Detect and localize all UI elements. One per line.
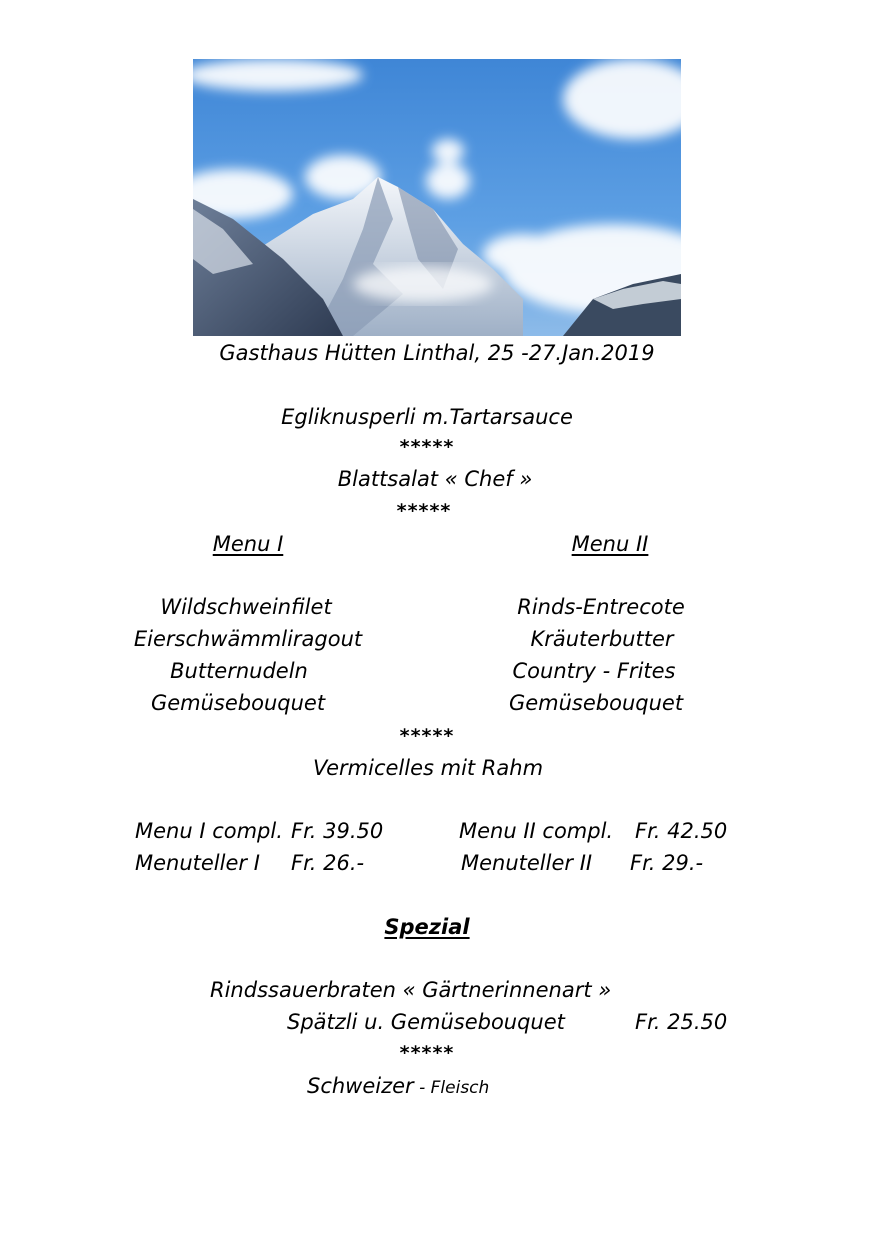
menu-1-compl-price: Fr. 39.50 [291,819,384,843]
menu-1-compl-label: Menu I compl. [135,819,283,843]
menuteller-2-label: Menuteller II [461,851,593,875]
mountain-photo [193,59,681,336]
starter-1: Egliknusperli m.Tartarsauce [281,405,573,429]
meat-origin [307,1076,489,1097]
menu-2-compl-price: Fr. 42.50 [635,819,728,843]
dessert: Vermicelles mit Rahm [312,756,544,780]
special-sides: Spätzli u. Gemüsebouquet [287,1010,565,1034]
separator-4: ***** [399,1042,455,1064]
menu-1-item: Wildschweinfilet [160,595,332,619]
special-dish: Rindssauerbraten « Gärtnerinnenart » [210,978,612,1002]
menu-2-item: Country - Frites [512,659,676,683]
mountain-snow-photo-icon [193,59,681,336]
menuteller-1-price: Fr. 26.- [291,851,365,875]
separator-2: ***** [396,500,452,522]
menu-1-item: Butternudeln [170,659,308,683]
menu-1-heading: Menu I [212,532,284,556]
meat-origin-suffix: - Fleisch [413,1078,490,1098]
page-title: Gasthaus Hütten Linthal, 25 -27.Jan.2019 [219,341,655,365]
menu-2-heading: Menu II [571,532,649,556]
menu-1-item: Gemüsebouquet [150,691,326,715]
meat-origin-main: Schweizer [307,1074,414,1098]
menu-2-item: Kräuterbutter [530,627,674,651]
special-price: Fr. 25.50 [635,1010,728,1034]
menuteller-2-price: Fr. 29.- [630,851,704,875]
starter-2: Blattsalat « Chef » [337,467,533,491]
menu-1-item: Eierschwämmliragout [133,627,363,651]
menu-2-item: Gemüsebouquet [508,691,684,715]
separator-3: ***** [399,725,455,747]
menu-2-compl-label: Menu II compl. [459,819,614,843]
menuteller-1-label: Menuteller I [135,851,260,875]
menu-2-item: Rinds-Entrecote [517,595,685,619]
special-heading: Spezial [384,915,470,939]
separator-1: ***** [399,436,455,458]
